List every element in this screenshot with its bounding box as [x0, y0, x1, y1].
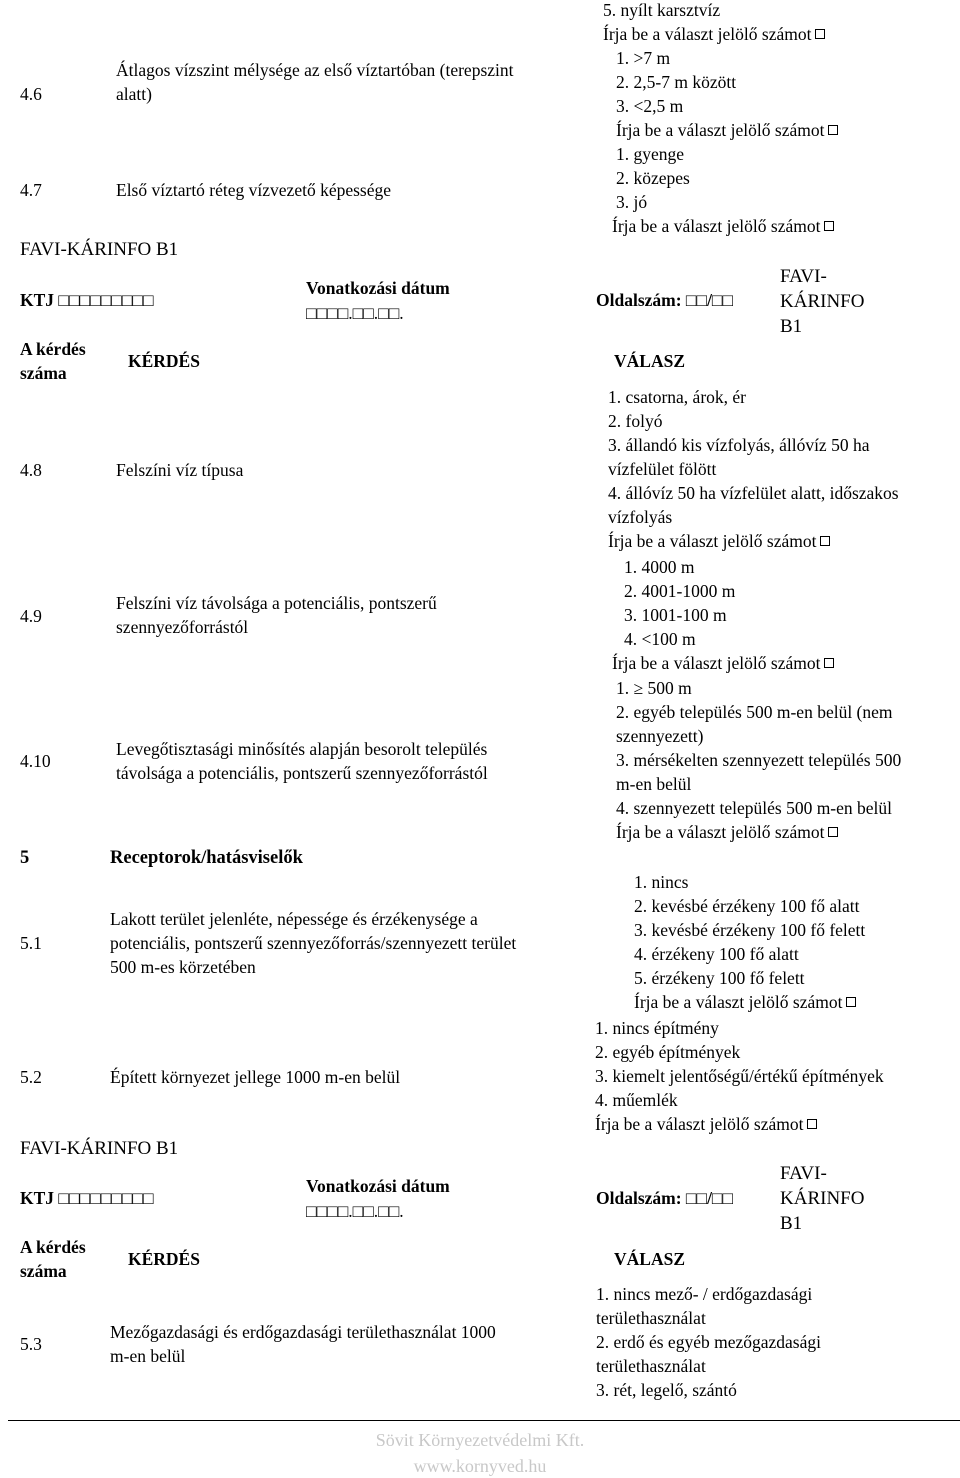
checkbox-icon: [820, 536, 830, 546]
answer-option: 5. érzékeny 100 fő felett: [634, 968, 805, 988]
answer-option: 3. <2,5 m: [616, 96, 684, 116]
question-number: 5.3: [20, 1334, 42, 1354]
answer-prompt: [612, 214, 834, 238]
answer-prompt-text: Írja be a választ jelölő számot: [603, 24, 812, 44]
question-number: 5.1: [20, 933, 42, 953]
question-text: Első víztartó réteg vízvezető képessége: [116, 180, 392, 200]
answer-option: 3. mérsékelten szennyezett település 500: [616, 750, 902, 770]
answer-prompt-text: Írja be a választ jelölő számot: [634, 992, 843, 1012]
answer-prompt-text: Írja be a választ jelölő számot: [612, 653, 821, 673]
answer-option: területhasználat: [596, 1356, 706, 1376]
answer-option: 1. nincs mező- / erdőgazdasági: [596, 1284, 813, 1304]
form-code-right: B1: [780, 316, 803, 337]
answer-option: 3. állandó kis vízfolyás, állóvíz 50 ha: [608, 435, 870, 455]
answer-list: [612, 555, 834, 675]
question-number: 5.2: [20, 1067, 42, 1087]
answer-prompt-text: Írja be a választ jelölő számot: [608, 531, 817, 551]
answer-option: 2. közepes: [616, 168, 690, 188]
answer-option: 2. erdő és egyéb mezőgazdasági: [596, 1332, 821, 1352]
footer-divider: [8, 1420, 960, 1421]
answer-header: VÁLASZ: [614, 1249, 685, 1269]
answer-option: 1. gyenge: [616, 144, 685, 164]
reference-date-label: Vonatkozási dátum: [306, 278, 450, 298]
checkbox-icon: [815, 29, 825, 39]
checkbox-icon: [824, 658, 834, 668]
answer-option: 2. 2,5-7 m között: [616, 72, 737, 92]
ktj-field: KTJ □□□□□□□□□: [20, 290, 154, 310]
page-number: Oldalszám: □□/□□: [596, 1188, 734, 1208]
answer-prompt: [634, 990, 865, 1014]
answer-option: 3. kiemelt jelentőségű/értékű építmények: [595, 1066, 884, 1086]
answer-option: szennyezett): [616, 726, 704, 746]
answer-option: 3. 1001-100 m: [624, 605, 727, 625]
question-number: 4.6: [20, 84, 42, 104]
form-code-right: KÁRINFO: [780, 291, 865, 312]
question-text: Átlagos vízszint mélysége az első víztartóban (terepszint: [116, 60, 514, 80]
answer-option: 1. nincs: [634, 872, 689, 892]
answer-prompt: [616, 118, 838, 142]
answer-list: [616, 676, 901, 844]
answer-option: 1. nincs építmény: [595, 1018, 719, 1038]
question-number: 4.8: [20, 460, 42, 480]
ktj-field: KTJ □□□□□□□□□: [20, 1188, 154, 1208]
answer-prompt: [603, 22, 825, 46]
answer-option: 4. szennyezett település 500 m-en belül: [616, 798, 893, 818]
question-header: KÉRDÉS: [128, 351, 200, 371]
answer-header: VÁLASZ: [614, 351, 685, 371]
answer-option: 2. folyó: [608, 411, 663, 431]
question-text: Levegőtisztasági minősítés alapján besorolt település: [116, 739, 488, 759]
answer-prompt: [608, 529, 899, 553]
answer-option: vízfolyás: [608, 507, 673, 527]
answer-option: 4. érzékeny 100 fő alatt: [634, 944, 799, 964]
form-code-right: B1: [780, 1213, 803, 1234]
answer-option: 2. kevésbé érzékeny 100 fő alatt: [634, 896, 860, 916]
answer-prompt-text: Írja be a választ jelölő számot: [612, 216, 821, 236]
answer-prompt: [595, 1112, 884, 1136]
checkbox-icon: [824, 221, 834, 231]
question-text: Felszíni víz távolsága a potenciális, pontszerű: [116, 593, 437, 613]
question-number-header: A kérdés: [20, 339, 86, 359]
question-text: alatt): [116, 84, 152, 104]
answer-option: m-en belül: [616, 774, 692, 794]
question-text: Mezőgazdasági és erdőgazdasági területhasználat 1000: [110, 1322, 496, 1342]
reference-date-mask: □□□□.□□.□□.: [306, 1201, 404, 1221]
answer-prompt-text: Írja be a választ jelölő számot: [616, 822, 825, 842]
reference-date-mask: □□□□.□□.□□.: [306, 303, 404, 323]
section-title: Receptorok/hatásviselők: [110, 848, 303, 868]
question-text: potenciális, pontszerű szennyezőforrás/szennyezett terület: [110, 933, 517, 953]
form-code-right: KÁRINFO: [780, 1188, 865, 1209]
page-number: Oldalszám: □□/□□: [596, 290, 734, 310]
answer-option: 4. állóvíz 50 ha vízfelület alatt, időszakos: [608, 483, 899, 503]
checkbox-icon: [846, 997, 856, 1007]
answer-prompt-text: Írja be a választ jelölő számot: [595, 1114, 804, 1134]
answer-option: 3. jó: [616, 192, 648, 212]
answer-prompt-text: Írja be a választ jelölő számot: [616, 120, 825, 140]
answer-option: 2. egyéb építmények: [595, 1042, 741, 1062]
question-number-header: A kérdés: [20, 1237, 86, 1257]
answer-option: 3. kevésbé érzékeny 100 fő felett: [634, 920, 866, 940]
checkbox-icon: [807, 1119, 817, 1129]
checkbox-icon: [828, 827, 838, 837]
question-text: 500 m-es körzetében: [110, 957, 256, 977]
form-code-right: FAVI-: [780, 266, 827, 287]
answer-option: vízfelület fölött: [608, 459, 717, 479]
question-text: szennyezőforrástól: [116, 617, 249, 637]
question-number: 4.10: [20, 751, 51, 771]
form-code: FAVI-KÁRINFO B1: [20, 1138, 179, 1159]
answer-list: [595, 1016, 884, 1136]
answer-option: 4. <100 m: [624, 629, 696, 649]
answer-option: 1. csatorna, árok, ér: [608, 387, 746, 407]
footer-url: www.kornyved.hu: [413, 1456, 547, 1476]
answer-option: 3. rét, legelő, szántó: [596, 1380, 737, 1400]
form-code-right: FAVI-: [780, 1163, 827, 1184]
form-code: FAVI-KÁRINFO B1: [20, 239, 179, 260]
answer-option: 4. műemlék: [595, 1090, 678, 1110]
footer-company: Sövit Környezetvédelmi Kft.: [375, 1430, 585, 1450]
question-text: Lakott terület jelenléte, népessége és érzékenysége a: [110, 909, 478, 929]
question-text: távolsága a potenciális, pontszerű szennyezőforrástól: [116, 763, 488, 783]
answer-option: 2. egyéb település 500 m-en belül (nem: [616, 702, 893, 722]
answer-karst-water: 5. nyílt karsztvíz: [603, 0, 721, 20]
question-text: Felszíni víz típusa: [116, 460, 244, 480]
question-number: 4.9: [20, 606, 42, 626]
section-number: 5: [20, 848, 30, 868]
question-number-header: száma: [20, 1261, 67, 1281]
question-number-header: száma: [20, 363, 67, 383]
answer-option: 1. 4000 m: [624, 557, 695, 577]
question-header: KÉRDÉS: [128, 1249, 200, 1269]
answer-option: 1. ≥ 500 m: [616, 678, 692, 698]
answer-option: területhasználat: [596, 1308, 706, 1328]
answer-prompt: [612, 651, 834, 675]
answer-prompt: [616, 820, 901, 844]
answer-list: [596, 1282, 821, 1402]
answer-option: 2. 4001-1000 m: [624, 581, 736, 601]
question-number: 4.7: [20, 180, 42, 200]
answer-list: [634, 870, 865, 1014]
answer-option: 1. >7 m: [616, 48, 671, 68]
checkbox-icon: [828, 125, 838, 135]
question-text: m-en belül: [110, 1346, 186, 1366]
answer-list: [608, 385, 899, 553]
reference-date-label: Vonatkozási dátum: [306, 1176, 450, 1196]
question-text: Épített környezet jellege 1000 m-en belül: [110, 1067, 401, 1087]
